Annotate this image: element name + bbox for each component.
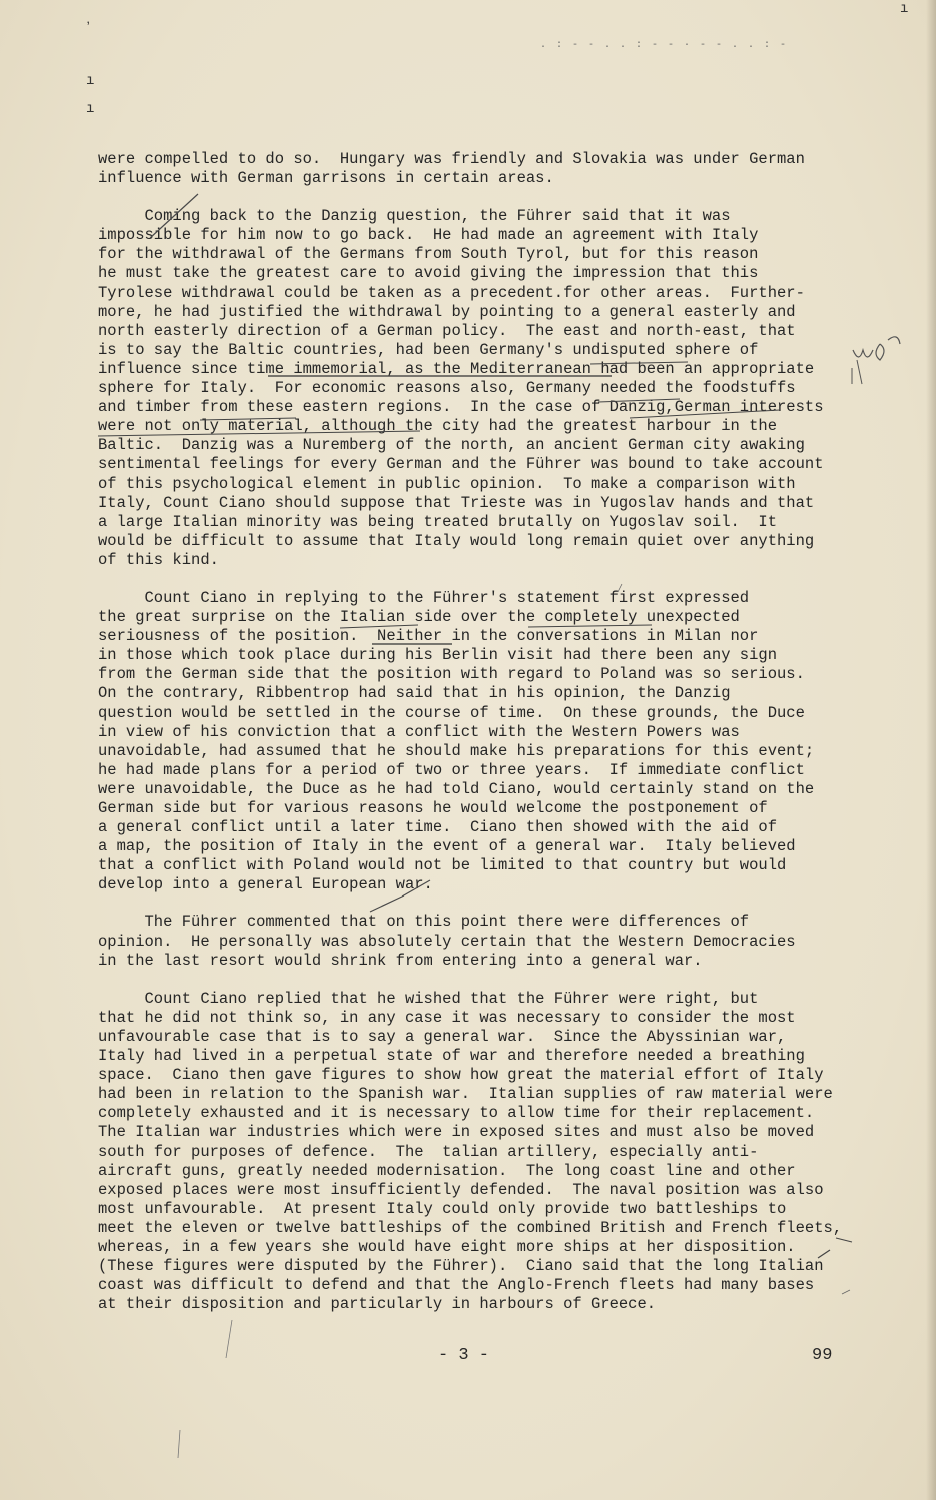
text-line: Italy had lived in a perpetual state of war and therefore needed a breathing xyxy=(98,1047,805,1066)
text-line: of this psychological element in public opinion. To make a comparison with xyxy=(98,474,796,493)
edge-mark: ı xyxy=(900,1,909,17)
text-line: The Führer commented that on this point there were differences of xyxy=(98,913,750,932)
text-line: would be difficult to assume that Italy would long remain quiet over anything xyxy=(98,531,815,550)
text-line: Count Ciano in replying to the Führer's statement first expressed xyxy=(98,588,750,607)
text-line: of this kind. xyxy=(98,550,219,569)
text-line: in view of his conviction that a conflict with the Western Powers was xyxy=(98,722,740,741)
text-line: develop into a general European war. xyxy=(98,875,433,894)
text-line: influence with German garrisons in certain areas. xyxy=(98,169,554,188)
sheet-number: 99 xyxy=(812,1346,833,1365)
text-line: On the contrary, Ribbentrop had said that in his opinion, the Danzig xyxy=(98,684,731,703)
text-line: in the last resort would shrink from entering into a general war. xyxy=(98,951,703,970)
punch-mark-lower: ı xyxy=(86,101,95,117)
text-line: impossible for him now to go back. He had made an agreement with Italy xyxy=(98,226,759,245)
paragraph xyxy=(98,207,858,570)
smudge-dots: . : - - . . : - - · - - . . : - xyxy=(540,40,789,51)
text-line: for the withdrawal of the Germans from South Tyrol, but for this reason xyxy=(98,245,759,264)
text-line: a map, the position of Italy in the event of a general war. Italy believed xyxy=(98,837,796,856)
text-line: most unfavourable. At present Italy could only provide two battleships to xyxy=(98,1199,787,1218)
text-line: German side but for various reasons he would welcome the postponement of xyxy=(98,799,768,817)
text-line: aircraft guns, greatly needed modernisation. The long coast line and other xyxy=(98,1161,796,1180)
text-line: whereas, in a few years she would have eight more ships at her disposition. xyxy=(98,1237,796,1256)
text-line: were compelled to do so. Hungary was friendly and Slovakia was under German xyxy=(98,150,805,168)
paragraph xyxy=(98,150,858,188)
text-line: were not only material, although the city had the greatest harbour in the xyxy=(98,417,778,436)
text-line: that a conflict with Poland would not be limited to that country but would xyxy=(98,856,787,875)
text-line: unfavourable case that is to say a general war. Since the Abyssinian war, xyxy=(98,1027,787,1046)
text-line: space. Ciano then gave figures to show how great the material effort of Italy xyxy=(98,1066,824,1085)
text-line: from the German side that the position with regard to Poland was so serious. xyxy=(98,665,805,684)
text-line: question would be settled in the course of time. On these grounds, the Duce xyxy=(98,703,805,722)
text-line: unavoidable, had assumed that he should make his preparations for this event; xyxy=(98,741,815,760)
page-label: - 3 - xyxy=(438,1346,490,1365)
text-line: at their disposition and particularly in harbours of Greece. xyxy=(98,1295,657,1314)
text-line: Tyrolese withdrawal could be taken as a precedent.for other areas. Further- xyxy=(98,283,805,302)
text-line: had been in relation to the Spanish war. Italian supplies of raw material were xyxy=(98,1085,833,1104)
text-line: influence since time immemorial, as the Mediterranean had been an appropriate xyxy=(98,359,815,378)
text-line: in those which took place during his Berlin visit had there been any sign xyxy=(98,646,778,665)
text-line: Baltic. Danzig was a Nuremberg of the north, an ancient German city awaking xyxy=(98,436,805,455)
text-line: opinion. He personally was absolutely certain that the Western Democracies xyxy=(98,932,796,951)
text-line: a large Italian minority was being treated brutally on Yugoslav soil. It xyxy=(98,512,778,531)
text-line: is to say the Baltic countries, had been Germany's undisputed sphere of xyxy=(98,340,759,359)
text-line: meet the eleven or twelve battleships of the combined British and French fleets, xyxy=(98,1218,843,1237)
text-line: south for purposes of defence. The talian artillery, especially anti- xyxy=(98,1142,759,1161)
text-line: Count Ciano replied that he wished that the Führer were right, but xyxy=(98,989,759,1008)
text-line: Italy, Count Ciano should suppose that Trieste was in Yugoslav hands and that xyxy=(98,493,815,512)
text-line: (These figures were disputed by the Führer). Ciano said that the long Italian xyxy=(98,1257,824,1276)
text-line: sphere for Italy. For economic reasons also, Germany needed the foodstuffs xyxy=(98,379,796,398)
text-line: more, he had justified the withdrawal by pointing to a general easterly and xyxy=(98,302,796,321)
punch-mark-middle: ı xyxy=(86,73,95,89)
page-edge-shadow xyxy=(926,0,936,1500)
paragraph xyxy=(98,913,858,970)
text-line: Coming back to the Danzig question, the Führer said that it was xyxy=(98,207,731,226)
text-line: he must take the greatest care to avoid giving the impression that this xyxy=(98,264,759,283)
paragraph xyxy=(98,589,858,895)
text-line: The Italian war industries which were in exposed sites and must also be moved xyxy=(98,1123,815,1142)
text-line: sentimental feelings for every German and the Führer was bound to take account xyxy=(98,455,824,474)
text-line: coast was difficult to defend and that the Anglo-French fleets had many bases xyxy=(98,1276,815,1295)
text-line: he had made plans for a period of two or three years. If immediate conflict xyxy=(98,760,805,779)
text-line: and timber from these eastern regions. In the case of Danzig,German interests xyxy=(98,398,824,417)
text-line: north easterly direction of a German policy. The east and north-east, that xyxy=(98,321,796,340)
document-body xyxy=(98,150,858,1333)
text-line: exposed places were most insufficiently defended. The naval position was also xyxy=(98,1180,824,1199)
text-line: the great surprise on the Italian side over the completely unexpected xyxy=(98,608,740,627)
text-line: that he did not think so, in any case it was necessary to consider the most xyxy=(98,1008,796,1027)
text-line: seriousness of the position. Neither in the conversations in Milan nor xyxy=(98,627,759,646)
text-line: a general conflict until a later time. Ciano then showed with the aid of xyxy=(98,818,778,837)
text-line: were unavoidable, the Duce as he had told Ciano, would certainly stand on the xyxy=(98,779,815,798)
text-line: completely exhausted and it is necessary to allow time for their replacement. xyxy=(98,1104,815,1123)
paragraph xyxy=(98,990,858,1315)
punch-mark-top: ʼ xyxy=(84,21,93,37)
